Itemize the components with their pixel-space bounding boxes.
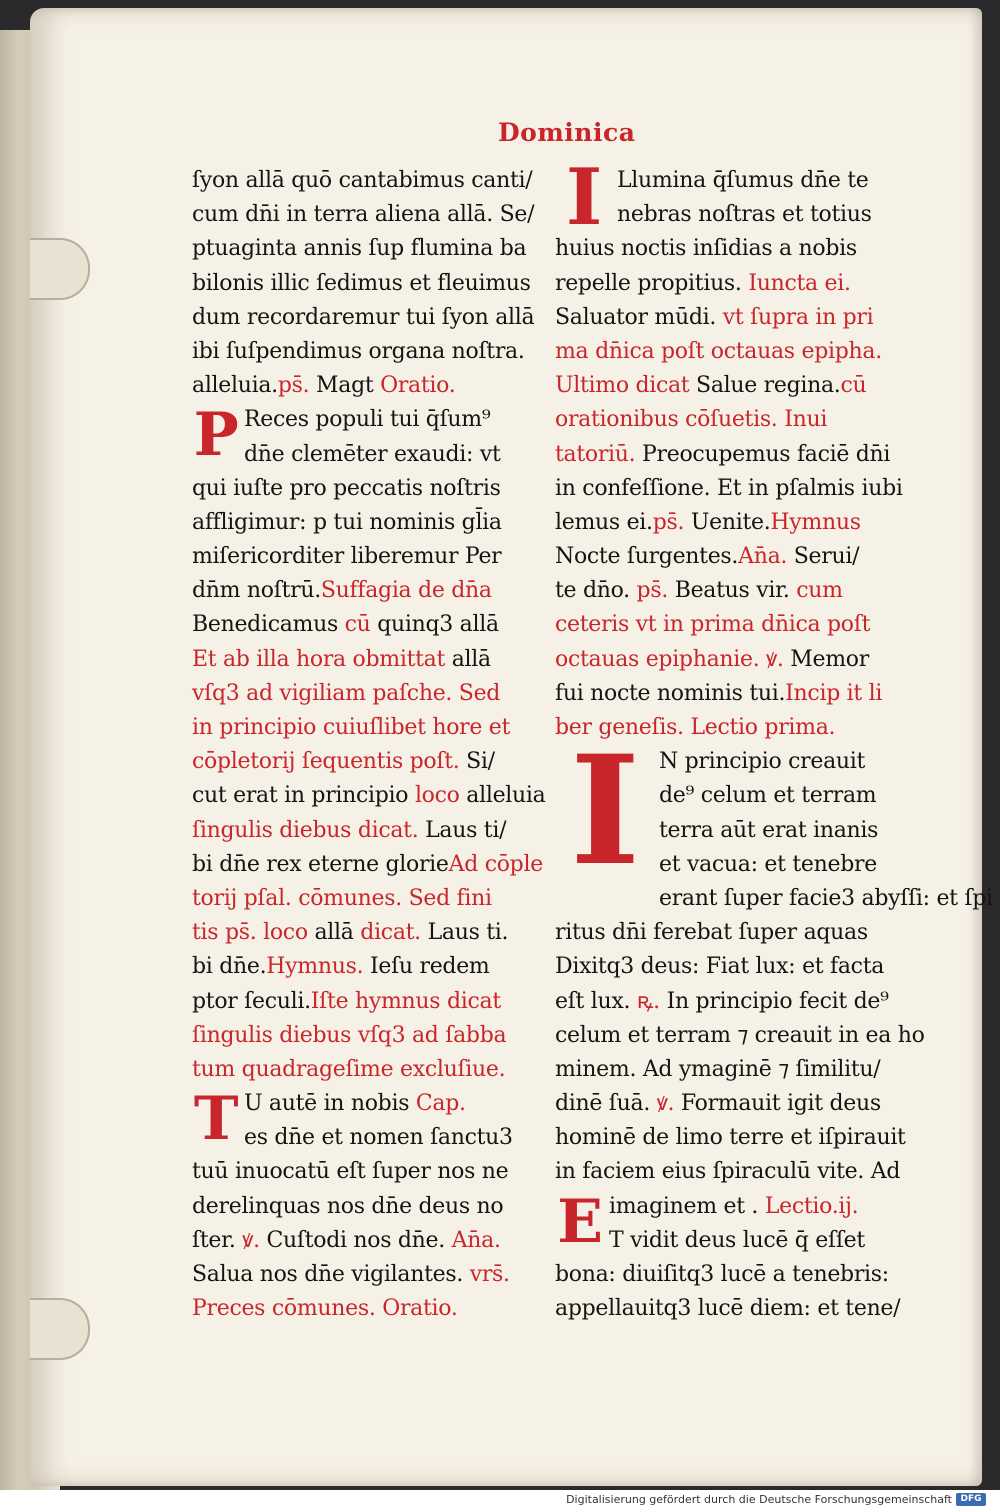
right-text-line — [555, 985, 898, 1019]
left-text-line — [192, 643, 492, 677]
rubric-text: ꝟ. — [650, 1091, 675, 1117]
right-text-line — [555, 677, 898, 711]
right-text-line — [555, 1224, 898, 1258]
rubric-text: ꝶ. — [630, 988, 660, 1014]
right-text-line — [555, 369, 898, 403]
rubric-text: Et ab illa hora obmittat — [192, 646, 446, 672]
footer-bar — [0, 1490, 1000, 1510]
rubric-text: ma dn̄ica poſt octauas epipha. — [555, 338, 882, 364]
body-text: repelle propitius. — [555, 270, 749, 296]
rubric-text: cum — [796, 578, 843, 604]
rubric-text: Iſte hymnus dicat — [310, 988, 501, 1014]
initial-letter-i: I — [565, 152, 603, 243]
right-text-line — [555, 950, 898, 984]
body-text: ritus dn̄i ferebat ſuper aquas — [555, 920, 868, 946]
body-text: allā — [307, 920, 361, 946]
body-text: in faciem eius ſpiraculū vite. Ad — [555, 1159, 901, 1185]
right-text-line — [555, 335, 898, 369]
rubric-text: An̄a. — [451, 1227, 501, 1253]
rubric-text: cū — [344, 612, 371, 638]
right-text-line — [555, 540, 898, 574]
body-text: quinq3 allā — [370, 612, 499, 638]
body-text: alleluia. — [192, 373, 278, 399]
body-text: cum dn̄i in terra aliena allā. Se/ — [192, 202, 535, 228]
right-text-line — [555, 1019, 925, 1053]
left-text-line — [192, 848, 543, 882]
body-text: erant ſuper facie3 abyſſi: et ſpi — [659, 885, 993, 911]
left-text-line — [192, 882, 492, 916]
rubric-text: Ad cōple — [448, 851, 543, 877]
body-text: Beatus vir. — [668, 578, 797, 604]
body-text: et vacua: et tenebre — [659, 851, 877, 877]
right-text-line — [555, 403, 898, 437]
rubric-text: Lectio.ij. — [758, 1193, 859, 1219]
rubric-text: octauas epiphanie. — [555, 646, 760, 672]
left-text-line — [192, 506, 502, 540]
right-text-line — [555, 1053, 898, 1087]
rubric-text: An̄a. — [738, 544, 788, 570]
rubric-text: vt ſupra in pri — [716, 304, 874, 330]
rubric-text: tatoriū. — [555, 441, 636, 467]
rubric-text: Iuncta ei. — [748, 270, 851, 296]
body-text: Formauit igit deus — [674, 1091, 881, 1117]
rubric-text: loco — [414, 783, 460, 809]
body-text: appellauitq3 lucē diem: et tene/ — [555, 1296, 901, 1322]
rubric-text: Oratio. — [380, 373, 456, 399]
body-text: ptuaginta annis ſup flumina ba — [192, 236, 527, 262]
rubric-text: Ultimo dicat — [555, 373, 690, 399]
rubric-text: tis ps̄. loco — [192, 920, 308, 946]
body-text: dn̄m noſtrū. — [192, 578, 321, 604]
left-text-line — [192, 950, 492, 984]
right-text-line — [555, 711, 898, 745]
right-text-line — [555, 1292, 901, 1326]
body-text: qui iuſte pro peccatis noſtris — [192, 475, 501, 501]
left-text-line — [192, 1053, 506, 1087]
rubric-text: ꝟ. — [235, 1227, 260, 1253]
left-text-line — [192, 301, 535, 335]
initial-letter-e: E — [557, 1186, 603, 1257]
body-text: huius noctis inſidias a nobis — [555, 236, 857, 262]
body-text: N principio creauit — [659, 749, 866, 775]
left-text-line — [192, 540, 502, 574]
rubric-text: tum quadrageſime excluſiue. — [192, 1056, 506, 1082]
right-text-line — [555, 301, 898, 335]
right-text-line — [555, 506, 898, 540]
body-text: hominē de limo terre et iſpirauit — [555, 1125, 906, 1151]
body-text: Reces populi tui q̄ſum⁹ — [244, 407, 491, 433]
right-text-line — [555, 1258, 898, 1292]
body-text: cut erat in principio — [192, 783, 415, 809]
left-text-line — [192, 608, 499, 642]
right-text-column — [555, 152, 993, 1326]
rubric-text: dicat. — [360, 920, 421, 946]
body-text: derelinquas nos dn̄e deus no — [192, 1193, 504, 1219]
right-text-line — [555, 608, 898, 642]
right-text-line — [555, 643, 898, 677]
body-text: nebras noſtras et totius — [617, 202, 872, 228]
body-text: In principio fecit de⁹ — [659, 988, 889, 1014]
body-text: miſericorditer liberemur Per — [192, 544, 502, 570]
left-text-line — [192, 369, 492, 403]
initial-letter-p: P — [193, 400, 239, 471]
left-text-line — [192, 1258, 510, 1292]
rubric-text: ꝟ. — [759, 646, 784, 672]
rubric-text: cū — [840, 373, 867, 399]
body-text: Laus ti/ — [418, 817, 507, 843]
body-text: tuū inuocatū eſt ſuper nos ne — [192, 1159, 509, 1185]
body-text: es dn̄e et nomen ſanctu3 — [244, 1125, 513, 1151]
body-text: Magt — [309, 373, 381, 399]
left-text-line — [192, 916, 509, 950]
left-text-line — [192, 1019, 507, 1053]
body-text: de⁹ celum et terram — [659, 783, 877, 809]
left-text-line — [192, 779, 546, 813]
body-text: Llumina q̄ſumus dn̄e te — [617, 168, 869, 193]
body-text: Si/ — [459, 749, 495, 775]
rubric-text: vſq3 ad vigiliam paſche. Sed — [192, 680, 501, 706]
left-text-line — [192, 472, 501, 506]
body-text: Benedicamus — [192, 612, 345, 638]
body-text: ptor ſeculi. — [192, 988, 311, 1014]
body-text: alleluia — [459, 783, 546, 809]
left-text-line — [192, 164, 533, 198]
rubric-text: Preces cōmunes. Oratio. — [192, 1296, 458, 1322]
rubric-text: ſingulis diebus vſq3 ad ſabba — [192, 1022, 507, 1048]
body-text: bi dn̄e rex eterne glorie — [192, 851, 449, 877]
left-text-line — [192, 1224, 501, 1258]
page-clip-bottom — [30, 1298, 90, 1360]
body-text: Ieſu redem — [363, 954, 490, 980]
right-text-line — [555, 1190, 898, 1224]
body-text: dinē ſuā. — [555, 1091, 651, 1117]
right-text-line — [555, 232, 898, 266]
body-text: allā — [445, 646, 491, 672]
right-text-line — [555, 1087, 898, 1121]
body-text: Serui/ — [787, 544, 860, 570]
body-text: U autē in nobis — [244, 1091, 416, 1117]
left-text-line — [192, 985, 501, 1019]
body-text: Salua nos dn̄e vigilantes. — [192, 1262, 464, 1287]
body-text: Nocte ſurgentes. — [555, 544, 739, 570]
rubric-text: ſingulis diebus dicat. — [192, 817, 419, 843]
body-text: lemus ei. — [555, 509, 653, 535]
body-text: bona: diuiſitq3 lucē a tenebris: — [555, 1262, 889, 1287]
body-text: fui nocte nominis tui. — [555, 680, 786, 706]
body-text: Memor — [783, 646, 869, 672]
body-text: imaginem et . — [609, 1193, 759, 1219]
left-text-line — [192, 335, 525, 369]
rubric-text: Suffagia de dn̄a — [320, 578, 492, 604]
initial-letter-i: I — [570, 723, 640, 900]
right-text-line — [555, 1155, 901, 1189]
left-text-line — [192, 745, 495, 779]
left-text-line — [192, 677, 501, 711]
page-clip-top — [30, 238, 90, 300]
left-text-column — [192, 164, 546, 1326]
rubric-text: Cap. — [415, 1091, 466, 1117]
body-text: Dixitq3 deus: Fiat lux: et facta — [555, 954, 885, 980]
body-text: bilonis illic ſedimus et fleuimus — [192, 270, 531, 296]
body-text: ſter. — [192, 1227, 236, 1253]
rubric-text: ber geneſis. Lectio prima. — [555, 715, 836, 740]
left-text-line — [192, 1292, 492, 1326]
right-text-line — [555, 574, 898, 608]
body-text: Preocupemus faciē dn̄i — [635, 441, 891, 467]
rubric-text: ceteris vt in prima dn̄ica poſt — [555, 612, 871, 638]
body-text: celum et terram ⁊ creauit in ea ho — [555, 1022, 925, 1048]
body-text: Saluator mūdi. — [555, 304, 717, 330]
left-text-line — [192, 1155, 509, 1189]
body-text: Laus ti. — [420, 920, 509, 946]
rubric-text: torij pſal. cōmunes. Sed fini — [192, 885, 492, 911]
body-text: minem. Ad ymaginē ⁊ ſimilitu/ — [555, 1056, 881, 1082]
body-text: dn̄e clemēter exaudi: vt — [244, 441, 501, 467]
right-text-line — [555, 438, 898, 472]
body-text: eſt lux. — [555, 988, 631, 1014]
rubric-text: ps̄. — [629, 578, 669, 604]
left-text-line — [192, 1190, 504, 1224]
body-text: te dn̄o. — [555, 578, 630, 604]
rubric-text: Hymnus. — [266, 954, 364, 980]
body-text: Cuſtodi nos dn̄e. — [259, 1227, 452, 1253]
right-text-line — [555, 916, 898, 950]
body-text: dum recordaremur tui ſyon allā — [192, 304, 535, 330]
body-text: Uenite. — [684, 509, 771, 535]
left-text-line — [192, 574, 492, 608]
rubric-text: ps̄. — [277, 373, 310, 399]
left-text-line — [192, 711, 511, 745]
body-text: T vidit deus lucē q̄ eſſet — [609, 1227, 865, 1253]
body-text: ſyon allā quō cantabimus canti/ — [192, 168, 533, 193]
rubric-text: Hymnus — [770, 509, 861, 535]
rubric-text: Incip it li — [785, 680, 883, 706]
body-text: bi dn̄e. — [192, 954, 267, 980]
left-text-line — [192, 267, 531, 301]
footer-credit: Digitalisierung gefördert durch die Deutsche Forschungsgemeinschaft — [566, 1493, 952, 1506]
body-text: terra aūt erat inanis — [659, 817, 879, 843]
right-text-line — [555, 267, 898, 301]
right-text-line — [555, 1121, 906, 1155]
rubric-text: orationibus cōſuetis. Inui — [555, 407, 828, 433]
rubric-text: cōpletorij ſequentis poſt. — [192, 749, 460, 775]
rubric-text: ps̄. — [652, 509, 685, 535]
rubric-text: vrs̄. — [463, 1262, 510, 1287]
dfg-logo: DFG — [956, 1493, 986, 1506]
body-text: in confeſſione. Et in pſalmis iubi — [555, 475, 903, 501]
left-text-line — [192, 198, 535, 232]
right-text-line — [555, 472, 903, 506]
left-text-line — [192, 814, 507, 848]
body-text: affligimur: p tui nominis gl̄ia — [192, 509, 502, 535]
body-text: ibi ſuſpendimus organa noſtra. — [192, 338, 525, 364]
body-text: Salue regina. — [689, 373, 841, 399]
left-text-line — [192, 232, 527, 266]
running-head: Dominica — [498, 118, 636, 147]
rubric-text: in principio cuiuſlibet hore et — [192, 715, 511, 740]
initial-letter-t: T — [193, 1084, 239, 1155]
